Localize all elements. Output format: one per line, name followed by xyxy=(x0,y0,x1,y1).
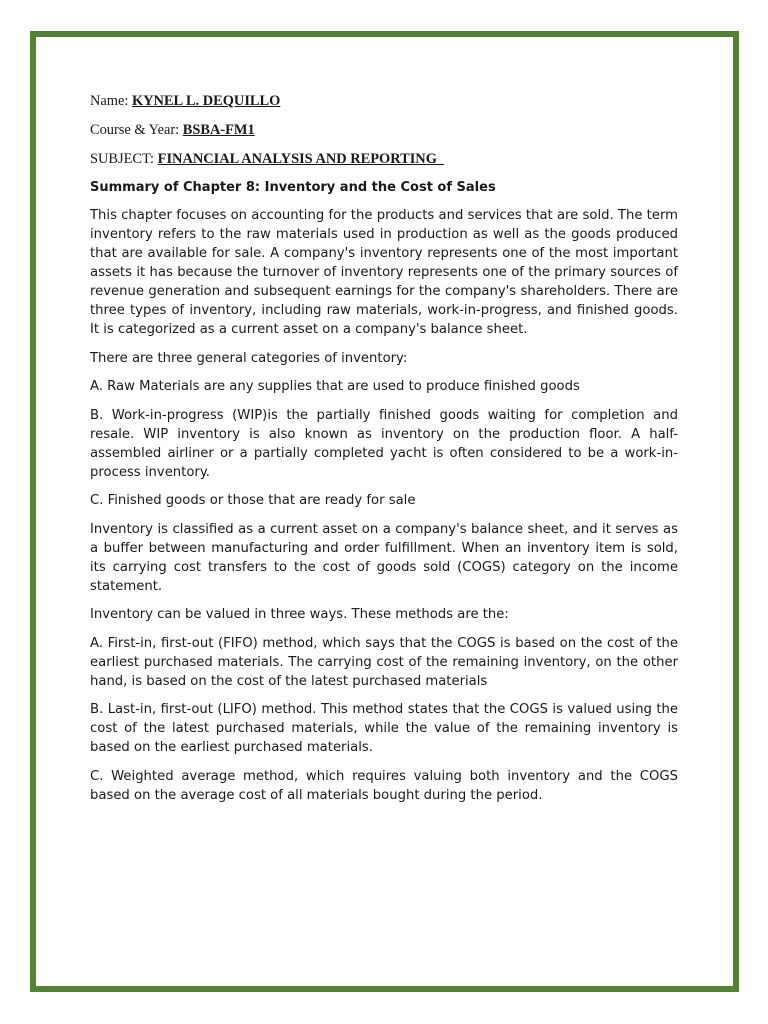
course-value: BSBA-FM1 xyxy=(182,122,255,138)
summary-title: Summary of Chapter 8: Inventory and the Cost of Sales xyxy=(90,180,496,195)
name-line xyxy=(90,91,678,111)
valuation-intro: Inventory can be valued in three ways. These methods are the: xyxy=(90,607,509,622)
categories-intro: There are three general categories of inventory: xyxy=(90,350,408,366)
category-work-in-progress: B. Work-in-progress (WIP)is the partially finished goods waiting for completion and resale. WIP inventory is also known as inventory on the production floor. A half-assembled airliner or a partially completed yacht is often considered to be a work-in-process inventory. xyxy=(90,407,678,480)
subject-line xyxy=(90,149,678,169)
document-content xyxy=(90,91,678,814)
course-line xyxy=(90,120,678,140)
method-fifo: A. First-in, first-out (FIFO) method, which says that the COGS is based on the cost of the earliest purchased materials. The carrying cost of the remaining inventory, on the other hand, is based on the cost of the latest purchased materials xyxy=(90,635,678,689)
subject-value: FINANCIAL ANALYSIS AND REPORTING xyxy=(157,151,445,167)
method-weighted-average: C. Weighted average method, which requires valuing both inventory and the COGS based on the average cost of all materials bought during the period. xyxy=(90,768,678,803)
subject-label: SUBJECT: xyxy=(90,151,158,167)
method-lifo: B. Last-in, first-out (LIFO) method. This method states that the COGS is valued using the cost of the latest purchased materials, while the value of the remaining inventory is based on the earliest purchased materials. xyxy=(90,702,678,755)
category-raw-materials: A. Raw Materials are any supplies that are used to produce finished goods xyxy=(90,379,580,394)
course-label: Course & Year: xyxy=(90,122,183,138)
current-asset-paragraph: Inventory is classified as a current asset on a company's balance sheet, and it serves as a buffer between manufacturing and order fulfillment. When an inventory item is sold, its carrying cost transfers to the cost of goods sold (COGS) category on the income statement. xyxy=(90,521,678,594)
name-label: Name: xyxy=(90,93,132,109)
intro-paragraph: This chapter focuses on accounting for the products and services that are sold. The term inventory refers to the raw materials used in production as well as the goods produced that are available for sale. A company's inventory represents one of the most important assets it has because the turnover of inventory represents one of the primary sources of revenue generation and subsequent earnings for the company's shareholders. There are three types of inventory, including raw materials, work-in-progress, and finished goods. It is categorized as a current asset on a company's balance sheet. xyxy=(90,208,678,337)
name-value: KYNEL L. DEQUILLO xyxy=(131,93,281,109)
category-finished-goods: C. Finished goods or those that are ready for sale xyxy=(90,493,416,508)
